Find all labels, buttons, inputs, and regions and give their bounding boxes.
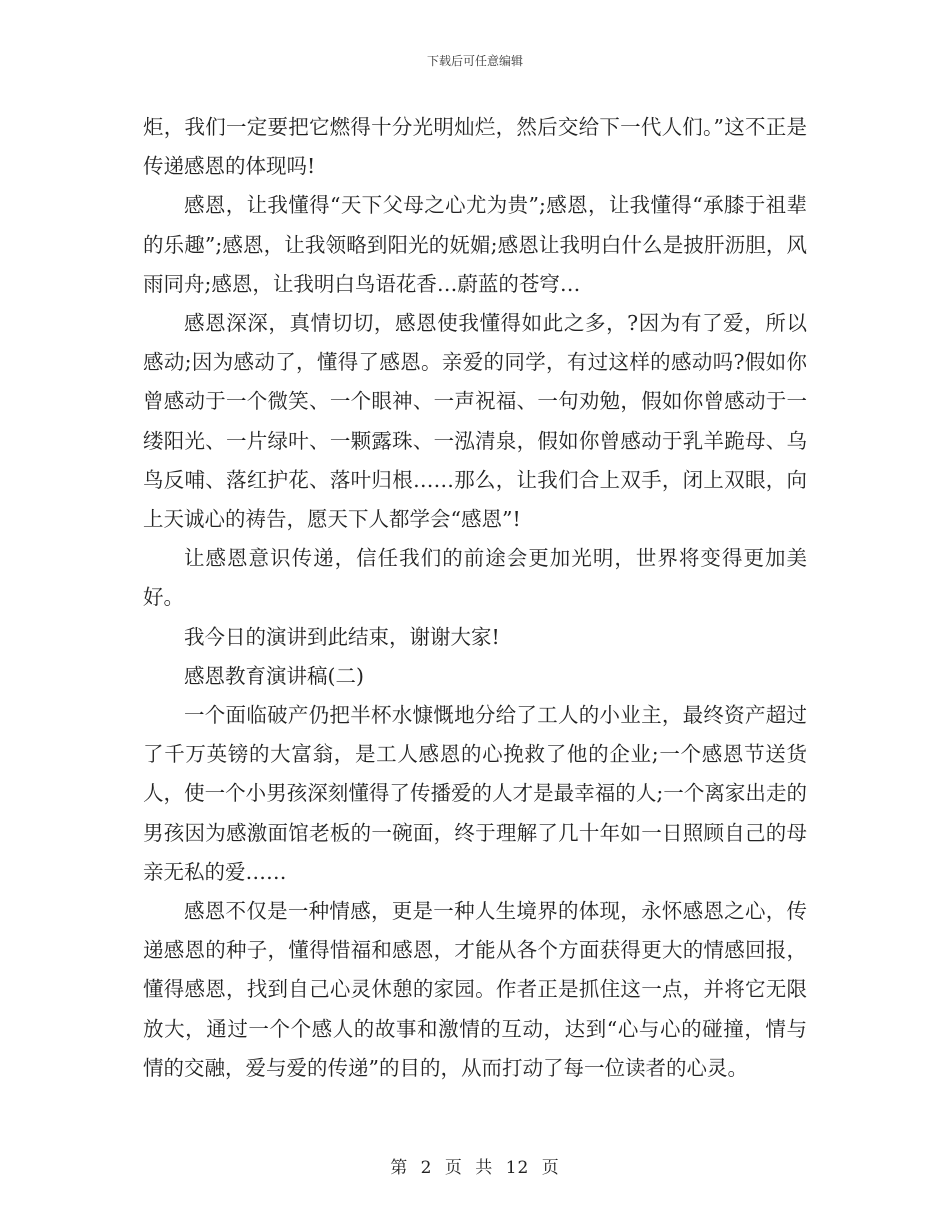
paragraph-4: 让感恩意识传递，信任我们的前途会更加光明，世界将变得更加美好。 xyxy=(143,546,807,610)
paragraph-1: 炬，我们一定要把它燃得十分光明灿烂，然后交给下一代人们。”这不正是传递感恩的体现吗! xyxy=(143,115,807,179)
document-body xyxy=(143,108,807,1088)
paragraph-3: 感恩深深，真情切切，感恩使我懂得如此之多，?因为有了爱，所以感动;因为感动了，懂得了感恩。亲爱的同学，有过这样的感动吗?假如你曾感动于一个微笑、一个眼神、一声祝福、一句劝勉，假如你曾感动于一缕阳光、一片绿叶、一颗露珠、一泓清泉，假如你曾感动于乳羊跪母、乌鸟反哺、落红护花、落叶归根……那么，让我们合上双手，闭上双眼，向上天诚心的祷告，愿天下人都学会“感恩”! xyxy=(143,311,807,532)
paragraph-5: 我今日的演讲到此结束，谢谢大家! xyxy=(184,624,500,649)
paragraph-7: 感恩不仅是一种情感，更是一种人生境界的体现，永怀感恩之心，传递感恩的种子，懂得惜福和感恩，才能从各个方面获得更大的情感回报，懂得感恩，找到自己心灵休憩的家园。作者正是抓住这一点，并将它无限放大，通过一个个感人的故事和激情的互动，达到“心与心的碰撞，情与情的交融，爱与爱的传递”的目的，从而打动了每一位读者的心灵。 xyxy=(143,899,807,1080)
paragraph-6: 一个面临破产仍把半杯水慷慨地分给了工人的小业主，最终资产超过了千万英镑的大富翁，是工人感恩的心挽救了他的企业;一个感恩节送货人，使一个小男孩深刻懂得了传播爱的人才是最幸福的人;一个离家出走的男孩因为感激面馆老板的一碗面，终于理解了几十年如一日照顾自己的母亲无私的爱…… xyxy=(143,703,807,884)
page-number: 第 2 页 共 12 页 xyxy=(390,1158,560,1178)
paragraph-2: 感恩，让我懂得“天下父母之心尤为贵”;感恩，让我懂得“承膝于祖辈的乐趣”;感恩，让我领略到阳光的妩媚;感恩让我明白什么是披肝沥胆，风雨同舟;感恩，让我明白鸟语花香…蔚蓝的苍穹… xyxy=(143,193,807,296)
section-title: 感恩教育演讲稿(二) xyxy=(184,663,364,688)
page-header: 下载后可任意编辑 xyxy=(426,54,523,68)
